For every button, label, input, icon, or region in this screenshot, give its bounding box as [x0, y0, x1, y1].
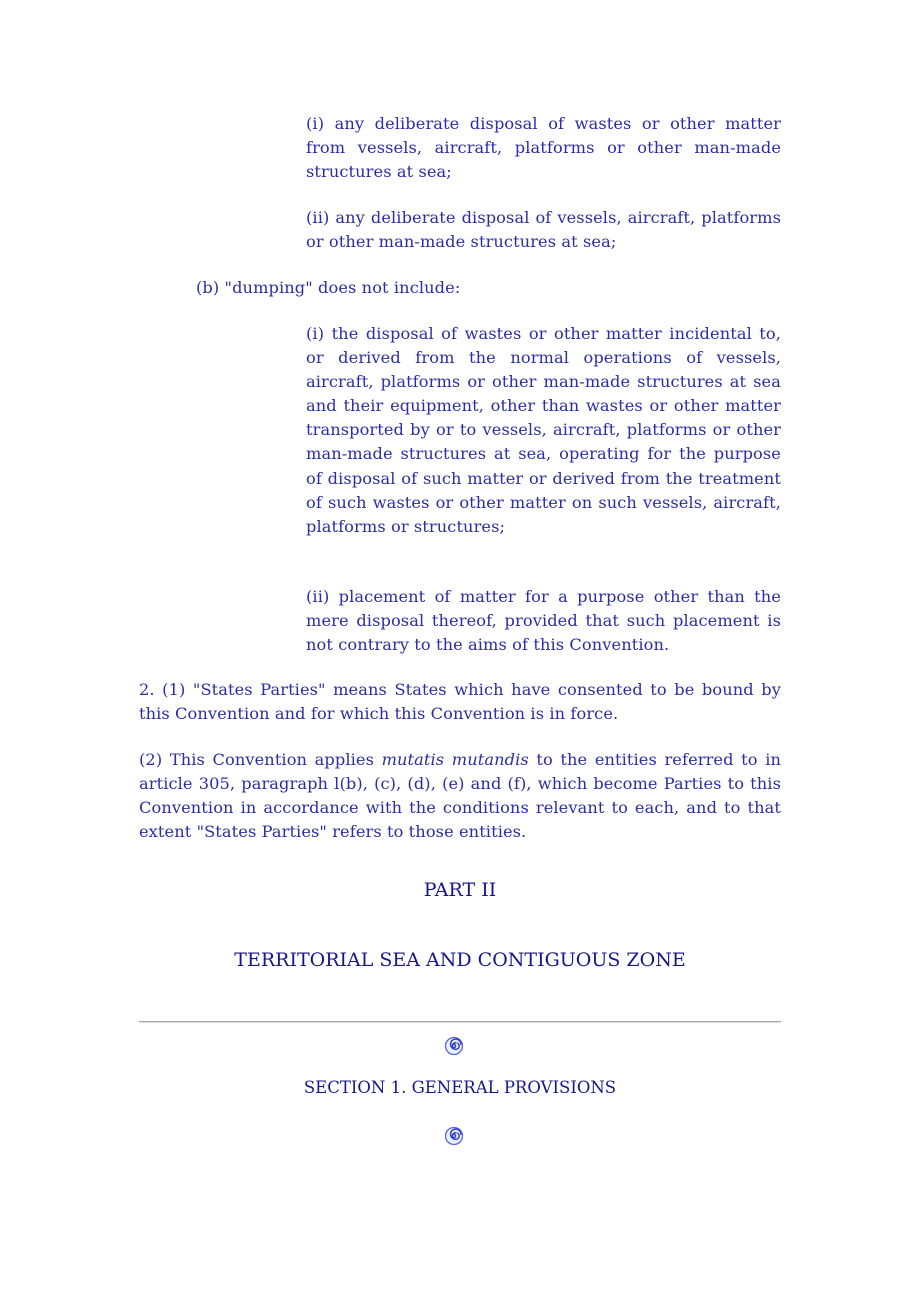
- paragraph-2-part-2-lead: (2) This Convention applies: [139, 750, 382, 769]
- part-title: TERRITORIAL SEA AND CONTIGUOUS ZONE: [234, 949, 686, 971]
- part-heading: PART II: [423, 879, 497, 901]
- paragraph-2-part-1: 2. (1) "States Parties" means States which have consented to be bound by this Convention and for which this Convention is in force.: [139, 680, 781, 724]
- latin-phrase: mutatis mutandis: [381, 750, 529, 769]
- dumping-excludes-intro: (b) "dumping" does not include:: [196, 278, 461, 297]
- paragraph-2-part-2: [139, 748, 781, 844]
- dumping-excludes-item-ii: (ii) placement of matter for a purpose other than the mere disposal thereof, provided that such placement is not contrary to the aims of this Convention.: [306, 587, 781, 655]
- dumping-includes-item-i: (i) any deliberate disposal of wastes or other matter from vessels, aircraft, platforms or other man-made structures at sea;: [306, 114, 781, 182]
- section-heading: SECTION 1. GENERAL PROVISIONS: [303, 1078, 617, 1097]
- swirl-icon[interactable]: [444, 1036, 464, 1056]
- horizontal-divider: [139, 1021, 781, 1023]
- dumping-includes-item-ii: (ii) any deliberate disposal of vessels, aircraft, platforms or other man-made structures at sea;: [306, 208, 781, 252]
- dumping-excludes-item-i: (i) the disposal of wastes or other matter incidental to, or derived from the normal operations of vessels, aircraft, platforms or other man-made structures at sea and their equipment, other than wastes or other matter transported by or to vessels, aircraft, platforms or other man-made structures at sea, operating for the purpose of disposal of such matter or derived from the treatment of such wastes or other matter on such vessels, aircraft, platforms or structures;: [306, 324, 781, 536]
- swirl-icon[interactable]: [444, 1126, 464, 1146]
- paragraph-2-part-2-rest: to the entities referred to in article 305, paragraph l(b), (c), (d), (e) and (f), which become Parties to this Convention in accordance with the conditions relevant to each, and to that extent "States Parties" refers to those entities.: [139, 750, 782, 842]
